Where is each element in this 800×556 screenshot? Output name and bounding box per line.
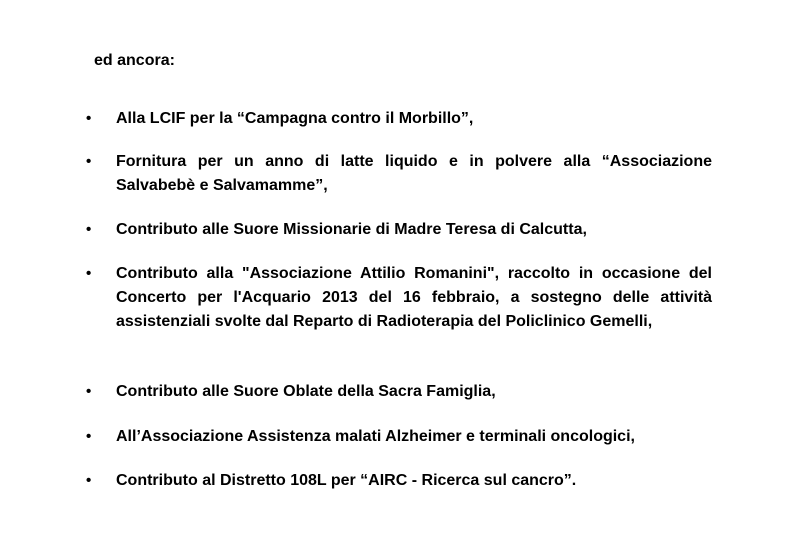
bullet-icon: •: [86, 110, 92, 127]
bullet-icon: •: [86, 428, 92, 445]
list-item-text: Contributo alla "Associazione Attilio Romanini", raccolto in occasione del Concerto per l'Acquario 2013 del 16 febbraio, a sostegno delle attività assistenziali svolte dal Reparto di Radioterapia del Policlinico Gemelli,: [116, 265, 712, 330]
bullet-icon: •: [86, 153, 92, 170]
list-item-text: Contributo alle Suore Oblate della Sacra Famiglia,: [116, 383, 496, 400]
bullet-icon: •: [86, 383, 92, 400]
intro-text: ed ancora:: [94, 52, 175, 69]
list-item: [86, 262, 712, 334]
list-item: [86, 107, 712, 131]
list-item: [86, 218, 712, 242]
list-item-text: Contributo alle Suore Missionarie di Madre Teresa di Calcutta,: [116, 221, 587, 238]
list-item: [86, 469, 712, 493]
list-item-text: Contributo al Distretto 108L per “AIRC - Ricerca sul cancro”.: [116, 472, 577, 489]
list-item: [86, 150, 712, 198]
bullet-icon: •: [86, 221, 92, 238]
list-item-text: All’Associazione Assistenza malati Alzheimer e terminali oncologici,: [116, 428, 635, 445]
list-item-text: Alla LCIF per la “Campagna contro il Morbillo”,: [116, 110, 474, 127]
list-item: [86, 425, 712, 449]
bullet-icon: •: [86, 472, 92, 489]
list-item-text: Fornitura per un anno di latte liquido e in polvere alla “Associazione Salvabebè e Salvamamme”,: [116, 153, 712, 194]
list-item: [86, 380, 712, 404]
bullet-icon: •: [86, 265, 92, 282]
